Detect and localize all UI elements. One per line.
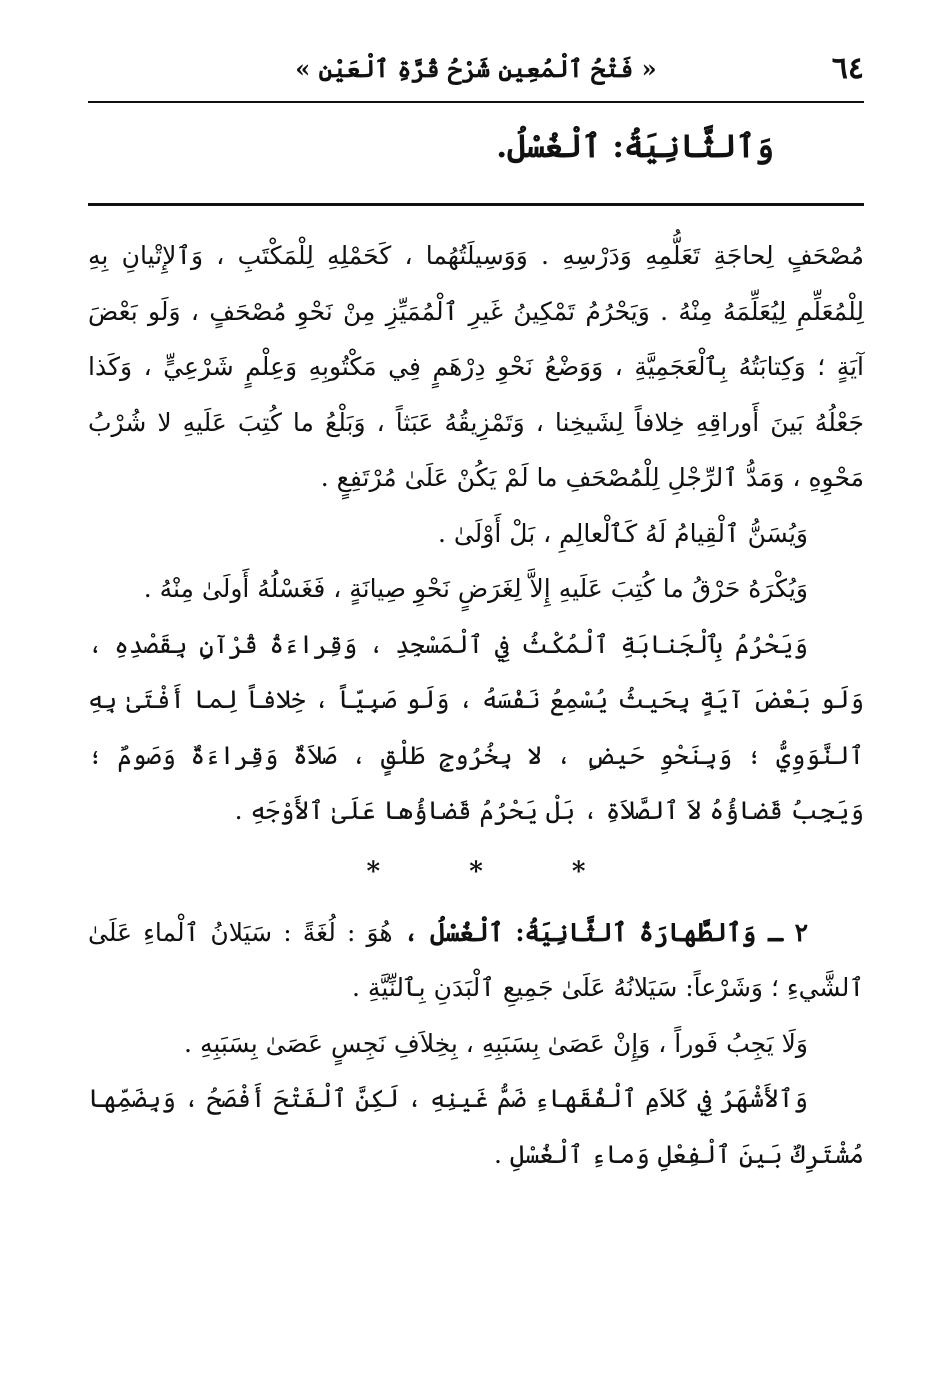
- paragraph-continuation: مُصْحَفٍ لِحاجَةِ تَعَلُّمِهِ وَدَرْسِهِ . وَوَسِيلَتُهُما ، كَحَمْلِهِ لِلْمَكْتَبِ ، وَٱلإِتْيانِ بِهِ لِلْمُعَلِّمِ لِيُعَلِّمَهُ مِنْهُ . وَيَحْرُمُ تَمْكِينُ غَيرِ ٱلْمُمَيِّزِ مِنْ نَحْوِ مُصْحَفٍ ، وَلَو بَعْضَ آيَةٍ ؛ وَكِتابَتُهُ بِٱلْعَجَمِيَّةِ ، وَوَضْعُ نَحْوِ دِرْهَمٍ فِي مَكْتُوبِهِ وَعِلْمٍ شَرْعِيٍّ ، وَكَذا جَعْلُهُ بَينَ أَوراقِهِ خِلافاً لِشَيخِنا ، وَتَمْزِيقُهُ عَبَثاً ، وَبَلْعُ ما كُتِبَ عَلَيهِ لا شُرْبُ مَحْوِهِ ، وَمَدُّ ٱلرِّجْلِ لِلْمُصْحَفِ ما لَمْ يَكُنْ عَلَىٰ مُرْتَفِعٍ .: [88, 241, 864, 492]
- ghusl-definition-text: هُوَ : لُغَةً : سَيَلانُ ٱلْماءِ عَلَىٰ ٱلشَّيءِ ؛ وَشَرْعاً: سَيَلانُهُ عَلَىٰ جَمِيعِ ٱلْبَدَنِ بِٱلنِّيَّةِ .: [88, 917, 864, 1002]
- paragraph-burning: وَيُكْرَهُ حَرْقُ ما كُتِبَ عَلَيهِ إِلاَّ لِغَرَضٍ نَحْوِ صِيانَةٍ ، فَغَسْلُهُ أَولَىٰ مِنْهُ .: [143, 574, 808, 603]
- paragraph-pronunciation: وَٱلأَشْهَرُ فِي كَلاَمِ ٱلْفُقَهاءِ ضَمُّ غَينِهِ ، لَكِنَّ ٱلْفَتْحَ أَفْصَحُ ، وَبِضَمِّها مُشْتَرِكٌ بَينَ ٱلْفِعْلِ وَماءِ ٱلْغُسْلِ .: [88, 1084, 864, 1169]
- running-header: [88, 44, 864, 94]
- chapter-title: وَٱلثَّانِيَةُ: ٱلْغُسْلُ.: [496, 127, 774, 165]
- page-number: ٦٤: [831, 51, 864, 86]
- title-divider: [88, 203, 864, 206]
- paragraph-ghusl-definition: [88, 905, 864, 1016]
- ghusl-heading-term: ٢ ـ وَٱلطَّهارَةُ ٱلثَّانِيَةُ: ٱلْغُسْلُ ،: [403, 917, 809, 947]
- paragraph-standing: وَيُسَنُّ ٱلْقِيامُ لَهُ كَٱلْعالِمِ ، بَلْ أَوْلَىٰ .: [437, 518, 808, 548]
- paragraph-janaba: وَيَحْرُمُ بِٱلْجَنابَةِ ٱلْمُكْثُ فِي ٱلْمَسْجِدِ ، وَقِراءَةُ قُرْآنٍ بِقَصْدِهِ ، وَلَو بَعْضَ آيَةٍ بِحَيثُ يُسْمِعُ نَفْسَهُ ، وَلَو صَبِيّاً ، خِلافاً لِما أَفْتَىٰ بِهِ ٱلنَّوَوِيُّ ؛ وَبِنَحْوِ حَيضٍ ، لا بِخُرُوجِ طَلْقٍ ، صَلاَةٌ وَقِراءَةٌ وَصَومٌ ؛ وَيَجِبُ قَضاؤُهُ لاَ ٱلصَّلاَةِ ، بَلْ يَحْرُمُ قَضاؤُها عَلَىٰ ٱلأَوْجَهِ .: [88, 629, 864, 825]
- section-separator: * * *: [366, 856, 586, 887]
- header-divider: [88, 101, 864, 103]
- paragraph-immediacy: وَلَا يَجِبُ فَوراً ، وَإِنْ عَصَىٰ بِسَبَبِهِ ، بِخِلاَفِ نَجِسٍ عَصَىٰ بِسَبَبِهِ .: [184, 1028, 808, 1058]
- body-text: [88, 228, 864, 1182]
- running-title: « فَتْحُ ٱلْمُعِينِ شَرْحُ قُرَّةِ ٱلْعَيْنِ »: [295, 54, 657, 83]
